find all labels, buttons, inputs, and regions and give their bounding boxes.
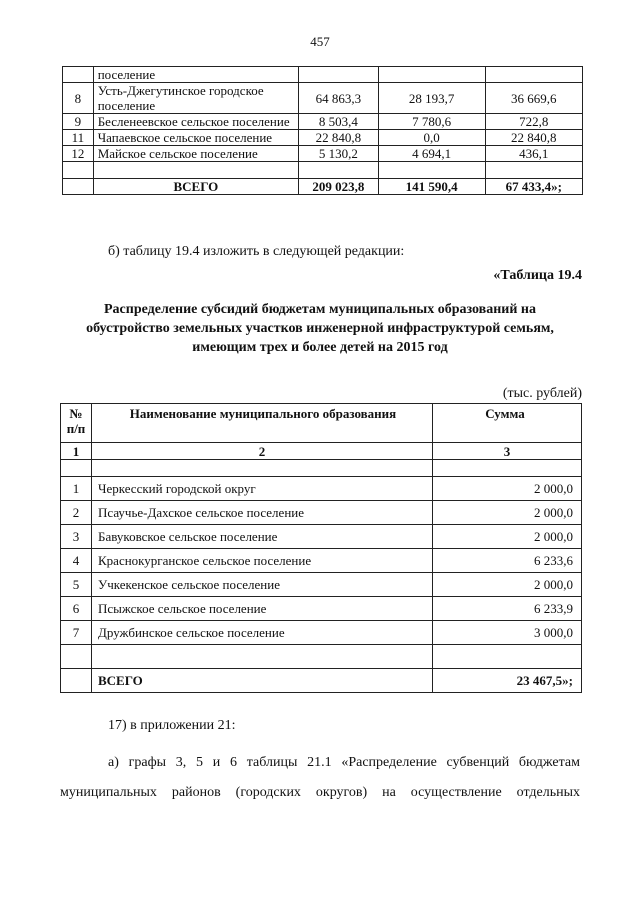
table-row <box>61 501 582 525</box>
row-name: Дружбинское сельское поселение <box>92 621 433 645</box>
row-name: Майское сельское поселение <box>93 146 298 162</box>
table-header-row <box>61 404 582 443</box>
row-value-1: 5 130,2 <box>299 146 379 162</box>
title-line: Распределение субсидий бюджетам муниципальных образований на <box>104 302 536 317</box>
table-row <box>61 549 582 573</box>
row-name: Учкекенское сельское поселение <box>92 573 433 597</box>
row-number <box>63 162 94 179</box>
row-sum: 2 000,0 <box>433 525 582 549</box>
row-number: 9 <box>63 114 94 130</box>
row-value-1 <box>299 67 379 83</box>
table-row <box>61 573 582 597</box>
row-value-1 <box>299 162 379 179</box>
units-label: (тыс. рублей) <box>502 386 582 401</box>
row-name: Черкесский городской округ <box>92 477 433 501</box>
row-number: 12 <box>63 146 94 162</box>
row-sum: 6 233,6 <box>433 549 582 573</box>
total-value-1: 209 023,8 <box>299 179 379 195</box>
table-row <box>61 621 582 645</box>
table-row <box>61 525 582 549</box>
paragraph-a-line1: а) графы 3, 5 и 6 таблицы 21.1 «Распределение субвенций бюджетам <box>108 755 580 770</box>
row-value-3: 36 669,6 <box>485 83 583 114</box>
row-number: 6 <box>61 597 92 621</box>
row-number: 2 <box>61 501 92 525</box>
row-number: 1 <box>61 477 92 501</box>
row-value-2: 0,0 <box>378 130 485 146</box>
total-sum: 23 467,5»; <box>433 669 582 693</box>
row-value-3 <box>485 162 583 179</box>
row-value-2 <box>378 162 485 179</box>
total-row <box>61 669 582 693</box>
row-value-2: 4 694,1 <box>378 146 485 162</box>
title-line: имеющим трех и более детей на 2015 год <box>192 340 448 355</box>
row-value-1: 8 503,4 <box>299 114 379 130</box>
row-number <box>63 67 94 83</box>
row-name: Бавуковское сельское поселение <box>92 525 433 549</box>
colnum-2: 2 <box>92 443 433 460</box>
table-row <box>63 67 583 83</box>
row-sum: 2 000,0 <box>433 573 582 597</box>
row-number: 5 <box>61 573 92 597</box>
row-name: Усть-Джегутинское городское поселение <box>93 83 298 114</box>
row-name: Псыжское сельское поселение <box>92 597 433 621</box>
row-name: Чапаевское сельское поселение <box>93 130 298 146</box>
row-name: Псаучье-Дахское сельское поселение <box>92 501 433 525</box>
row-value-3: 722,8 <box>485 114 583 130</box>
total-num <box>63 179 94 195</box>
row-value-2: 28 193,7 <box>378 83 485 114</box>
row-value-2: 7 780,6 <box>378 114 485 130</box>
paragraph-a <box>60 748 580 808</box>
paragraph-b: б) таблицу 19.4 изложить в следующей редакции: <box>108 244 405 259</box>
row-value-2 <box>378 67 485 83</box>
table-row <box>63 83 583 114</box>
row-number: 11 <box>63 130 94 146</box>
subsidy-table-continued <box>62 66 583 195</box>
table-row <box>63 162 583 179</box>
row-sum: 3 000,0 <box>433 621 582 645</box>
empty-cell <box>92 645 433 669</box>
table-row <box>63 130 583 146</box>
colnum-1: 1 <box>61 443 92 460</box>
row-number: 7 <box>61 621 92 645</box>
header-name: Наименование муниципального образования <box>92 404 433 443</box>
table-row <box>63 114 583 130</box>
table-row <box>61 597 582 621</box>
row-value-3 <box>485 67 583 83</box>
table-number: «Таблица 19.4 <box>493 268 582 283</box>
empty-row <box>61 645 582 669</box>
subsidy-table-19-4 <box>60 403 582 693</box>
row-name: Краснокурганское сельское поселение <box>92 549 433 573</box>
header-sum: Сумма <box>433 404 582 443</box>
table-title <box>60 300 580 357</box>
row-name: Бесленеевское сельское поселение <box>93 114 298 130</box>
title-line: обустройство земельных участков инженерной инфраструктурой семьям, <box>86 321 554 336</box>
row-number: 4 <box>61 549 92 573</box>
paragraph-a-line2: муниципальных районов (городских округов) на осуществление отдельных <box>60 785 580 800</box>
table-row <box>63 146 583 162</box>
total-value-3: 67 433,4»; <box>485 179 583 195</box>
row-sum: 2 000,0 <box>433 477 582 501</box>
total-row <box>63 179 583 195</box>
total-label: ВСЕГО <box>93 179 298 195</box>
row-value-3: 22 840,8 <box>485 130 583 146</box>
empty-row <box>61 460 582 477</box>
paragraph-17: 17) в приложении 21: <box>108 718 236 733</box>
row-sum: 6 233,9 <box>433 597 582 621</box>
row-value-3: 436,1 <box>485 146 583 162</box>
column-numbers-row <box>61 443 582 460</box>
row-number: 8 <box>63 83 94 114</box>
page-number: 457 <box>310 34 330 49</box>
row-sum: 2 000,0 <box>433 501 582 525</box>
row-number: 3 <box>61 525 92 549</box>
row-value-1: 64 863,3 <box>299 83 379 114</box>
empty-cell <box>433 645 582 669</box>
header-num: № п/п <box>61 404 92 443</box>
colnum-3: 3 <box>433 443 582 460</box>
total-num <box>61 669 92 693</box>
total-label: ВСЕГО <box>92 669 433 693</box>
row-name <box>93 162 298 179</box>
table-row <box>61 477 582 501</box>
empty-cell <box>61 645 92 669</box>
row-name: поселение <box>93 67 298 83</box>
total-value-2: 141 590,4 <box>378 179 485 195</box>
row-value-1: 22 840,8 <box>299 130 379 146</box>
